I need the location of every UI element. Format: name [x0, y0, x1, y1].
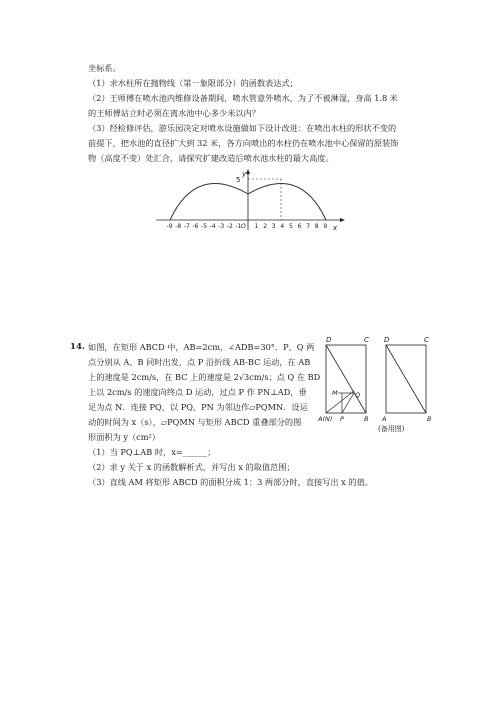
x-tick-label: 2 [263, 223, 268, 230]
spare-figure [378, 333, 438, 423]
q13-line-5: （3）经检修评估，游乐园决定对喷水设施做如下设计改进：在喷出水柱的形状不变的 [88, 123, 397, 133]
parabola-right [248, 184, 326, 220]
fig2-label-c: C [424, 336, 429, 344]
positive-ticks [255, 223, 328, 230]
x-tick-label: 8 [314, 223, 319, 230]
x-tick-label: -3 [218, 223, 225, 230]
q14-line-4: 上以 2cm/s 的速度向终点 D 运动，过点 P 作 PN⊥AD，垂 [88, 387, 307, 397]
x-tick-label: 7 [306, 223, 311, 230]
x-tick-label: -2 [226, 223, 233, 230]
q13-line-1: 坐标系。 [88, 63, 121, 73]
y-axis-arrow [246, 169, 250, 174]
negative-ticks [167, 223, 242, 230]
question-number: 14. [70, 342, 85, 352]
q13-line-3: （2）王师傅在喷水池内维修设备期间，喷水管意外喷水，为了不被淋湿，身高 1.8 米 [88, 93, 398, 103]
x-tick-label: 5 [289, 223, 293, 230]
fig1-label-m: M [332, 389, 338, 397]
x-tick-label: -7 [183, 223, 190, 230]
q14-sub-question-3: （3）直线 AM 将矩形 ABCD 的面积分成 1：3 两部分时，直接写出 x 的值。 [88, 477, 373, 487]
x-tick-label: 6 [297, 223, 302, 230]
q14-sub-question-2: （2）求 y 关于 x 的函数解析式，并写出 x 的取值范围； [88, 462, 295, 472]
q13-line-4: 的王师傅站立时必须在离水池中心多少米以内？ [88, 108, 260, 118]
fig1-label-b: B [364, 415, 369, 423]
x-tick-label: 3 [271, 223, 276, 230]
origin-label: O [241, 223, 246, 230]
spare-figure-caption: (备用图) [378, 425, 405, 433]
q14-line-3: 上的速度是 2cm/s，在 BC 上的速度是 2√3cm/s；点 Q 在 BD [88, 372, 321, 382]
fig1-label-an: A(N) [318, 415, 333, 423]
q14-line-1: 如图，在矩形 ABCD 中，AB=2cm，∠ADB=30°．P、Q 两 [88, 342, 315, 352]
rectangle-figure [318, 333, 378, 423]
q13-line-7: 物（高度不变）处汇合，请探究扩建改造后喷水池水柱的最大高度。 [88, 153, 334, 163]
fig2-label-b: B [427, 415, 432, 423]
x-tick-label: -9 [166, 223, 173, 230]
q14-line-7: 形面积为 y（cm²） [88, 432, 160, 442]
x-tick-label: -4 [209, 223, 216, 230]
x-axis-arrow [340, 218, 345, 222]
y-axis-label: y [242, 170, 247, 178]
x-tick-label: -6 [192, 223, 199, 230]
diagonal-bd [326, 345, 366, 413]
q14-line-5: 足为点 N．连接 PQ，以 PQ，PN 为邻边作▱PQMN．设运 [88, 402, 308, 412]
q13-line-2: （1）求水柱所在抛物线（第一象限部分）的函数表达式； [88, 78, 298, 88]
parabola-left [170, 184, 248, 220]
x-axis-label: x [333, 224, 338, 232]
segment-am [326, 391, 354, 413]
fig1-label-d: D [326, 336, 332, 344]
spare-diagonal [386, 345, 426, 413]
x-tick-label: -8 [175, 223, 182, 230]
x-tick-label: 4 [280, 223, 285, 230]
fig1-label-q: Q [355, 391, 361, 399]
x-tick-label: -5 [201, 223, 207, 230]
q14-sub-question-1: （1）当 PQ⊥AB 时，x=______； [88, 447, 216, 457]
peak-label: 5 [236, 176, 241, 184]
x-tick-label: -1 [235, 223, 242, 230]
x-tick-label: 1 [254, 223, 259, 230]
q14-line-6: 动的时间为 x（s），▱PQMN 与矩形 ABCD 重叠部分的图 [88, 417, 302, 427]
fig1-label-c: C [364, 336, 369, 344]
q13-line-6: 前提下，把水池的直径扩大到 32 米，各方向喷出的水柱仍在喷水池中心保留的原装饰 [88, 138, 399, 148]
x-tick-label: 9 [323, 223, 328, 230]
parabola-graph [150, 168, 350, 238]
fig2-label-a: A [382, 415, 387, 423]
q14-line-2: 点分别从 A、B 同时出发，点 P 沿折线 AB-BC 运动，在 AB [88, 357, 311, 367]
fig2-label-d: D [384, 336, 390, 344]
fig1-label-p: P [340, 415, 344, 423]
